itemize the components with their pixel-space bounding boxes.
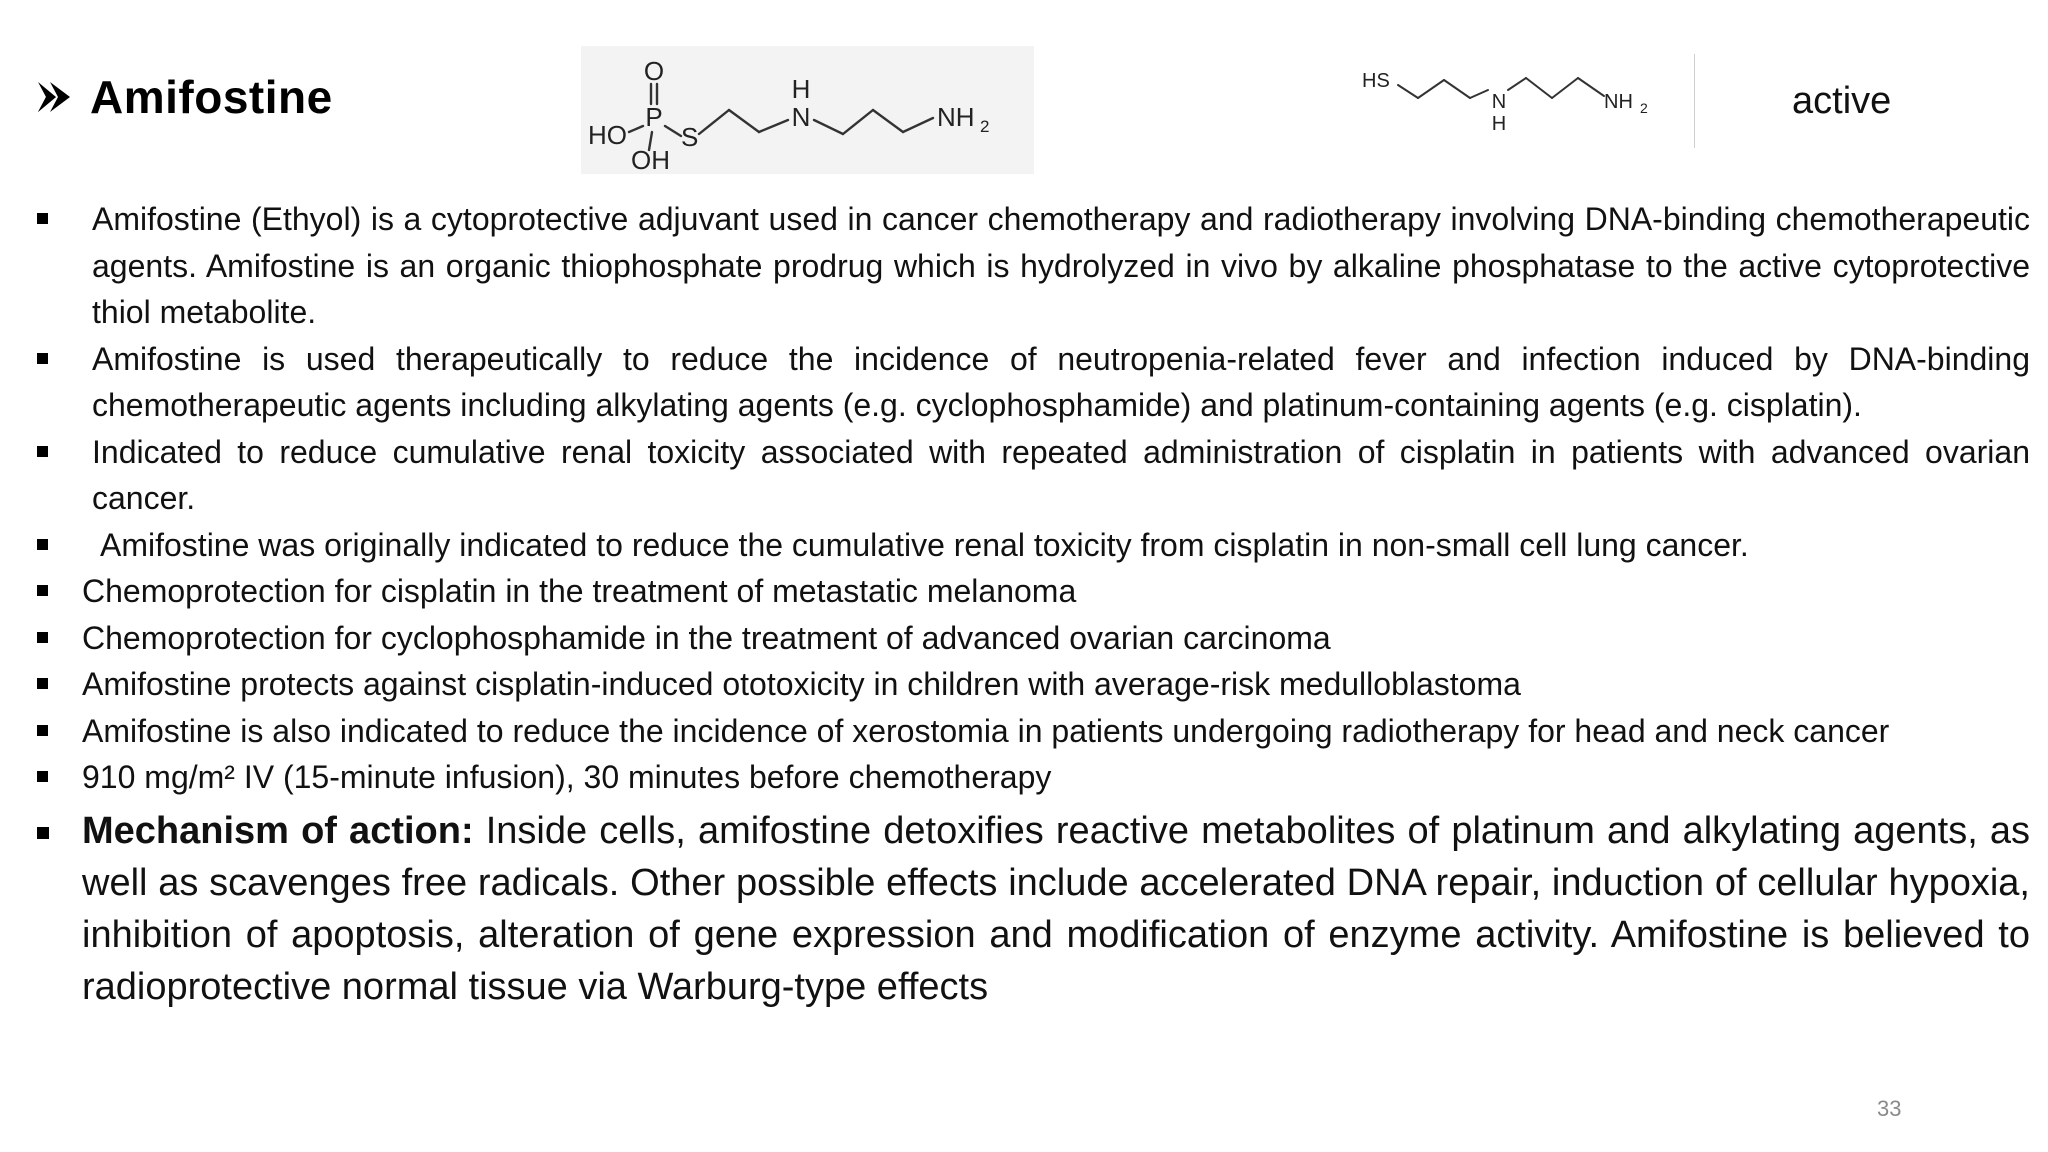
bullet-text: Amifostine is used therapeutically to reduce the incidence of neutropenia-related fever and infection induced by DNA-binding chemotherapeutic agents including alkylating agents (e.g. cyclophosphamide) and platinum-containing agents (e.g. cisplatin). [92, 340, 2030, 423]
square-bullet-icon [37, 827, 49, 839]
list-item [34, 754, 2030, 801]
amine-n-label: N [791, 102, 811, 132]
bullet-list [34, 196, 2030, 1013]
amifostine-structure [581, 46, 1034, 174]
square-bullet-icon [37, 353, 48, 364]
bullet-text: Amifostine was originally indicated to reduce the cumulative renal toxicity from cisplatin in non-small cell lung cancer. [100, 526, 1749, 563]
bullet-text: Amifostine protects against cisplatin-induced ototoxicity in children with average-risk medulloblastoma [82, 666, 1521, 702]
active-h-label: H [1491, 113, 1507, 135]
square-bullet-icon [37, 213, 48, 224]
active-n-label: N [1491, 91, 1507, 113]
sulfur-label: S [681, 122, 699, 152]
square-bullet-icon [37, 771, 48, 782]
bullet-text: Chemoprotection for cisplatin in the treatment of metastatic melanoma [82, 573, 1077, 609]
hydroxyl-label: HO [588, 120, 627, 150]
active-metabolite-structure-drawing [1360, 60, 1680, 160]
mechanism-label: Mechanism of action: [82, 809, 474, 852]
list-item [34, 336, 2030, 429]
oxygen-label: O [643, 56, 665, 86]
thiol-label: HS [1362, 70, 1390, 92]
mechanism-item [34, 805, 2030, 1013]
bullet-text: Chemoprotection for cyclophosphamide in the treatment of advanced ovarian carcinoma [82, 619, 1331, 656]
phosphorus-label: P [645, 102, 663, 132]
structure-divider [1694, 54, 1695, 148]
square-bullet-icon [37, 725, 48, 736]
bullet-text: Amifostine (Ethyol) is a cytoprotective adjuvant used in cancer chemotherapy and radiotherapy involving DNA-binding chemotherapeutic agents. Amifostine is an organic thiophosphate prodrug which is hydrolyzed in vivo by alkaline phosphatase to the active cytoprotective thiol metabolite. [92, 201, 2030, 330]
hydroxyl-label-2: OH [631, 145, 670, 174]
slide-title: Amifostine [90, 71, 333, 123]
list-item [34, 196, 2030, 336]
active-label: active [1792, 80, 1892, 122]
nh2-subscript: 2 [980, 117, 990, 136]
page-number: 33 [1877, 1096, 1902, 1121]
title-row [36, 70, 333, 124]
square-bullet-icon [37, 539, 48, 550]
square-bullet-icon [37, 446, 48, 457]
bullet-text: 910 mg/m² IV (15-minute infusion), 30 minutes before chemotherapy [82, 759, 1052, 795]
list-item [34, 568, 2030, 615]
list-item [34, 522, 2030, 569]
active-metabolite-structure [1360, 60, 1680, 160]
list-item [34, 429, 2030, 522]
amine-h-label: H [791, 74, 811, 104]
nh2-label: NH [937, 102, 975, 132]
list-item [34, 708, 2030, 755]
square-bullet-icon [37, 585, 48, 596]
amifostine-structure-drawing [581, 46, 1034, 174]
list-item [34, 661, 2030, 708]
mechanism-text: Inside cells, amifostine detoxifies reactive metabolites of platinum and alkylating agents, as well as scavenges free radicals. Other possible effects include accelerated DNA repair, induction of cellular hypoxia, inhibition of apoptosis, alteration of gene expression and modification of enzyme activity. Amifostine is believed to radioprotective normal tissue via Warburg-type effects [82, 809, 2031, 1008]
bullet-text: Indicated to reduce cumulative renal toxicity associated with repeated administration of cisplatin in patients with advanced ovarian cancer. [92, 433, 2030, 516]
list-item [34, 615, 2030, 662]
active-nh2-subscript: 2 [1640, 100, 1648, 116]
square-bullet-icon [37, 678, 48, 689]
bullet-text: Amifostine is also indicated to reduce the incidence of xerostomia in patients undergoing radiotherapy for head and neck cancer [82, 712, 1890, 749]
active-nh2-label: NH [1604, 91, 1633, 113]
arrow-bullet-icon [36, 79, 72, 115]
square-bullet-icon [37, 632, 48, 643]
